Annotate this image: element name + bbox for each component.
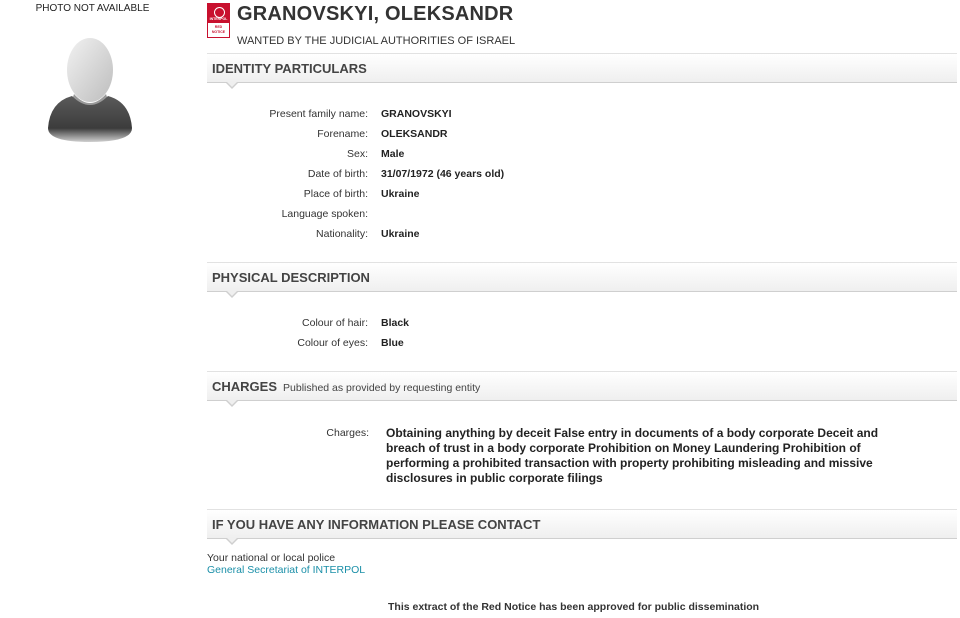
field-label: Sex: — [346, 148, 368, 160]
charges-text: Obtaining anything by deceit False entry in documents of a body corporate Deceit and breach of trust in a body corporate Prohibition on Money Laundering Prohibition of performing a prohibited transaction with property prohibiting misleading and missive disclosures in public corporate filings — [386, 426, 879, 485]
field-nationality — [207, 228, 957, 244]
logo-emblem — [208, 4, 229, 23]
field-label: Forename: — [317, 128, 368, 140]
field-label: Nationality: — [316, 228, 368, 240]
contact-section-title: IF YOU HAVE ANY INFORMATION PLEASE CONTACT — [212, 517, 541, 532]
section-pointer-inner — [226, 537, 238, 543]
identity-section-title: IDENTITY PARTICULARS — [212, 61, 367, 76]
identity-section-header — [207, 53, 957, 83]
charges-section-title — [212, 379, 480, 394]
field-value: Ukraine — [381, 188, 420, 200]
charges-section-header — [207, 371, 957, 401]
field-date-of-birth — [207, 168, 957, 184]
field-forename — [207, 128, 957, 144]
field-value: Blue — [381, 337, 404, 349]
section-pointer-inner — [226, 81, 238, 87]
charges-title: CHARGES — [212, 379, 278, 394]
field-label: Colour of eyes: — [297, 337, 368, 349]
photo-not-available-label: PHOTO NOT AVAILABLE — [35, 3, 150, 14]
contact-section-header — [207, 509, 957, 539]
avatar-silhouette-icon — [44, 20, 136, 144]
logo-brand: INTERPOL — [209, 17, 228, 21]
charges-subtitle: Published as provided by requesting entity — [283, 382, 481, 394]
wanted-by: WANTED BY THE JUDICIAL AUTHORITIES OF ISRAEL — [237, 35, 516, 47]
field-eye-colour — [207, 337, 957, 353]
interpol-red-notice-logo — [207, 3, 230, 38]
dissemination-note: This extract of the Red Notice has been approved for public dissemination — [388, 601, 760, 613]
section-pointer-inner — [226, 290, 238, 296]
field-label: Present family name: — [269, 108, 368, 120]
field-value: OLEKSANDR — [381, 128, 448, 140]
field-language-spoken — [207, 208, 957, 224]
field-value: 31/07/1972 (46 years old) — [381, 168, 505, 180]
charges-label: Charges: — [326, 427, 369, 439]
field-value: Ukraine — [381, 228, 420, 240]
logo-line-2: NOTICE — [211, 30, 226, 34]
field-value: Male — [381, 148, 405, 160]
field-sex — [207, 148, 957, 164]
field-label: Colour of hair: — [302, 317, 368, 329]
field-value: GRANOVSKYI — [381, 108, 452, 120]
contact-police-text: Your national or local police — [207, 552, 336, 564]
field-value: Black — [381, 317, 410, 329]
field-label: Date of birth: — [307, 168, 368, 180]
section-pointer-inner — [226, 399, 238, 405]
field-family-name — [207, 108, 957, 124]
physical-section-header — [207, 262, 957, 292]
logo-line-1: RED — [214, 25, 223, 29]
interpol-general-secretariat-link[interactable]: General Secretariat of INTERPOL — [207, 564, 366, 576]
field-label: Place of birth: — [303, 188, 368, 200]
field-label: Language spoken: — [281, 208, 368, 220]
field-place-of-birth — [207, 188, 957, 204]
field-hair-colour — [207, 317, 957, 333]
physical-section-title: PHYSICAL DESCRIPTION — [212, 270, 370, 285]
person-name: GRANOVSKYI, OLEKSANDR — [237, 3, 514, 25]
